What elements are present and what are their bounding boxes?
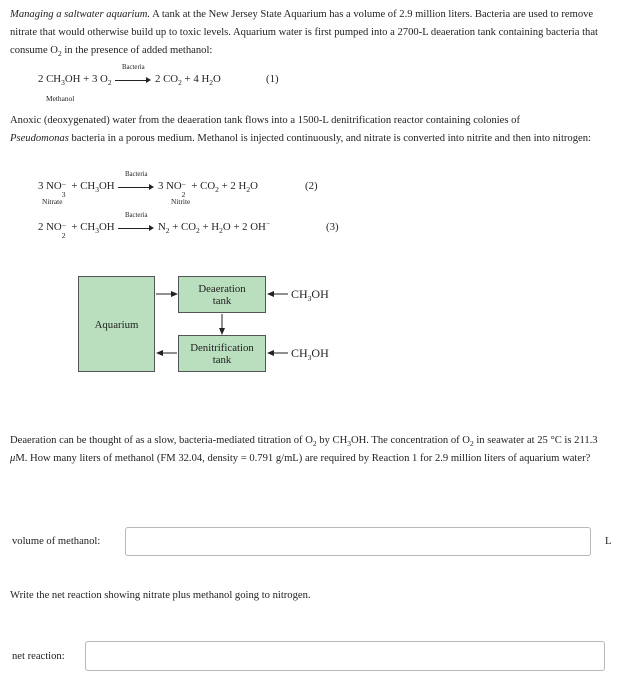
reaction-2-number: (2): [305, 180, 318, 192]
volume-label: volume of methanol:: [12, 536, 101, 547]
subscript: 3: [307, 294, 312, 303]
methanol-label: Methanol: [46, 94, 75, 103]
anoxic-italic: Pseudomonas: [10, 133, 69, 144]
ch-label: CH: [291, 287, 308, 301]
intro-title: Managing a saltwater aquarium.: [10, 9, 151, 20]
superscript: −: [61, 180, 66, 189]
subscript: 3: [61, 78, 65, 87]
r1-right-a: 2 CO: [155, 73, 179, 85]
subscript: 2: [215, 185, 219, 194]
q1-p4: in seawater at 25 °C is 211.3: [473, 435, 598, 446]
denitrification-label-1: Denitrification: [190, 342, 254, 354]
q1-p3: OH. The concentration of O: [351, 435, 470, 446]
arrowhead: [267, 291, 274, 297]
question-1: [10, 432, 615, 468]
oh-label: OH: [311, 346, 329, 360]
net-reaction-input[interactable]: [85, 641, 605, 671]
r1-left-b: OH + 3 O: [64, 73, 108, 85]
r2-r1: 3 NO: [157, 180, 182, 192]
subscript: 2: [246, 185, 251, 194]
subscript: 2: [196, 226, 200, 235]
subscript: 3: [95, 226, 99, 235]
q1-p2: by CH: [316, 435, 348, 446]
subscript: 2: [181, 190, 186, 199]
superscript: −: [181, 180, 186, 189]
r1-right-c: O: [213, 73, 221, 85]
aquarium-label: Aquarium: [94, 319, 139, 331]
r1-left-a: 2 CH: [38, 73, 62, 85]
subscript: 2: [165, 226, 170, 235]
r3-r2: + CO: [169, 221, 197, 233]
mu-symbol: μ: [10, 453, 16, 464]
subscript: 3: [61, 190, 66, 199]
intro-tail: in the presence of added methanol:: [61, 45, 213, 56]
subscript: 2: [178, 78, 182, 87]
subscript: 2: [107, 78, 112, 87]
subscript: 2: [209, 78, 213, 87]
question-2: Write the net reaction showing nitrate plus methanol going to nitrogen.: [10, 590, 311, 601]
r2-l1: 3 NO: [38, 180, 62, 192]
oh-label: OH: [311, 287, 329, 301]
subscript: 3: [347, 439, 351, 448]
r2-r3: + 2 H: [218, 180, 247, 192]
r3-l2: + CH: [68, 221, 96, 233]
arrowhead: [156, 350, 163, 356]
methanol-input-1: [291, 287, 329, 302]
nitrate-label: Nitrate: [42, 197, 63, 206]
r2-r4: O: [250, 180, 258, 192]
subscript: 3: [307, 353, 312, 362]
r2-l3: OH: [98, 180, 115, 192]
r3-r3: + H: [199, 221, 220, 233]
r2-r2: + CO: [188, 180, 216, 192]
arrowhead: [171, 291, 178, 297]
reaction-1-number: (1): [266, 73, 279, 85]
anoxic-text-2: bacteria in a porous medium. Methanol is injected continuously, and nitrate is converted into nitrite and then into nitrogen:: [68, 133, 591, 144]
subscript: 2: [219, 226, 223, 235]
subscript: 2: [469, 439, 474, 448]
arrowhead: [219, 328, 225, 335]
r3-r4: O + 2 OH: [222, 221, 266, 233]
arrow-label: Bacteria: [124, 211, 148, 219]
arrow-label: Bacteria: [124, 170, 148, 178]
r2-l2: + CH: [68, 180, 96, 192]
superscript: −: [265, 219, 271, 228]
denitrification-label-2: tank: [212, 354, 232, 366]
anoxic-text-1: Anoxic (deoxygenated) water from the deaeration tank flows into a 1500-L denitrification reactor containing colonies of: [10, 115, 520, 126]
nitrite-label: Nitrite: [171, 197, 191, 206]
subscript: 3: [95, 185, 99, 194]
subscript: 2: [312, 439, 317, 448]
subscript: 2: [57, 49, 62, 58]
methanol-input-2: [291, 346, 329, 361]
reaction-3-number: (3): [326, 221, 339, 233]
ch-label: CH: [291, 346, 308, 360]
arrowhead: [267, 350, 274, 356]
r1-right-b: + 4 H: [181, 73, 210, 85]
q1-p5: M. How many liters of methanol (FM 32.04, density = 0.791 g/mL) are required by Reaction 1 for 2.9 million liters of aquarium water?: [15, 453, 591, 464]
arrow-label: Bacteria: [121, 63, 145, 71]
subscript: 2: [61, 231, 66, 240]
r3-l1: 2 NO: [38, 221, 62, 233]
r3-l3: OH: [98, 221, 115, 233]
volume-of-methanol-input[interactable]: [125, 527, 591, 556]
net-reaction-label: net reaction:: [12, 651, 65, 662]
deaeration-label-2: tank: [212, 295, 232, 307]
deaeration-label-1: Deaeration: [198, 283, 246, 295]
intro-text: A tank at the New Jersey State Aquarium has a volume of 2.9 million liters. Bacteria are used to remove nitrate that would otherwise build up to toxic levels. Aquarium water is first pumped into a 2700-L deaeration tank containing bacteria that consume O: [10, 9, 598, 56]
superscript: −: [61, 221, 66, 230]
liters-unit: L: [605, 536, 612, 547]
r3-r1: N: [157, 221, 166, 233]
q1-p1: Deaeration can be thought of as a slow, bacteria-mediated titration of O: [10, 435, 313, 446]
